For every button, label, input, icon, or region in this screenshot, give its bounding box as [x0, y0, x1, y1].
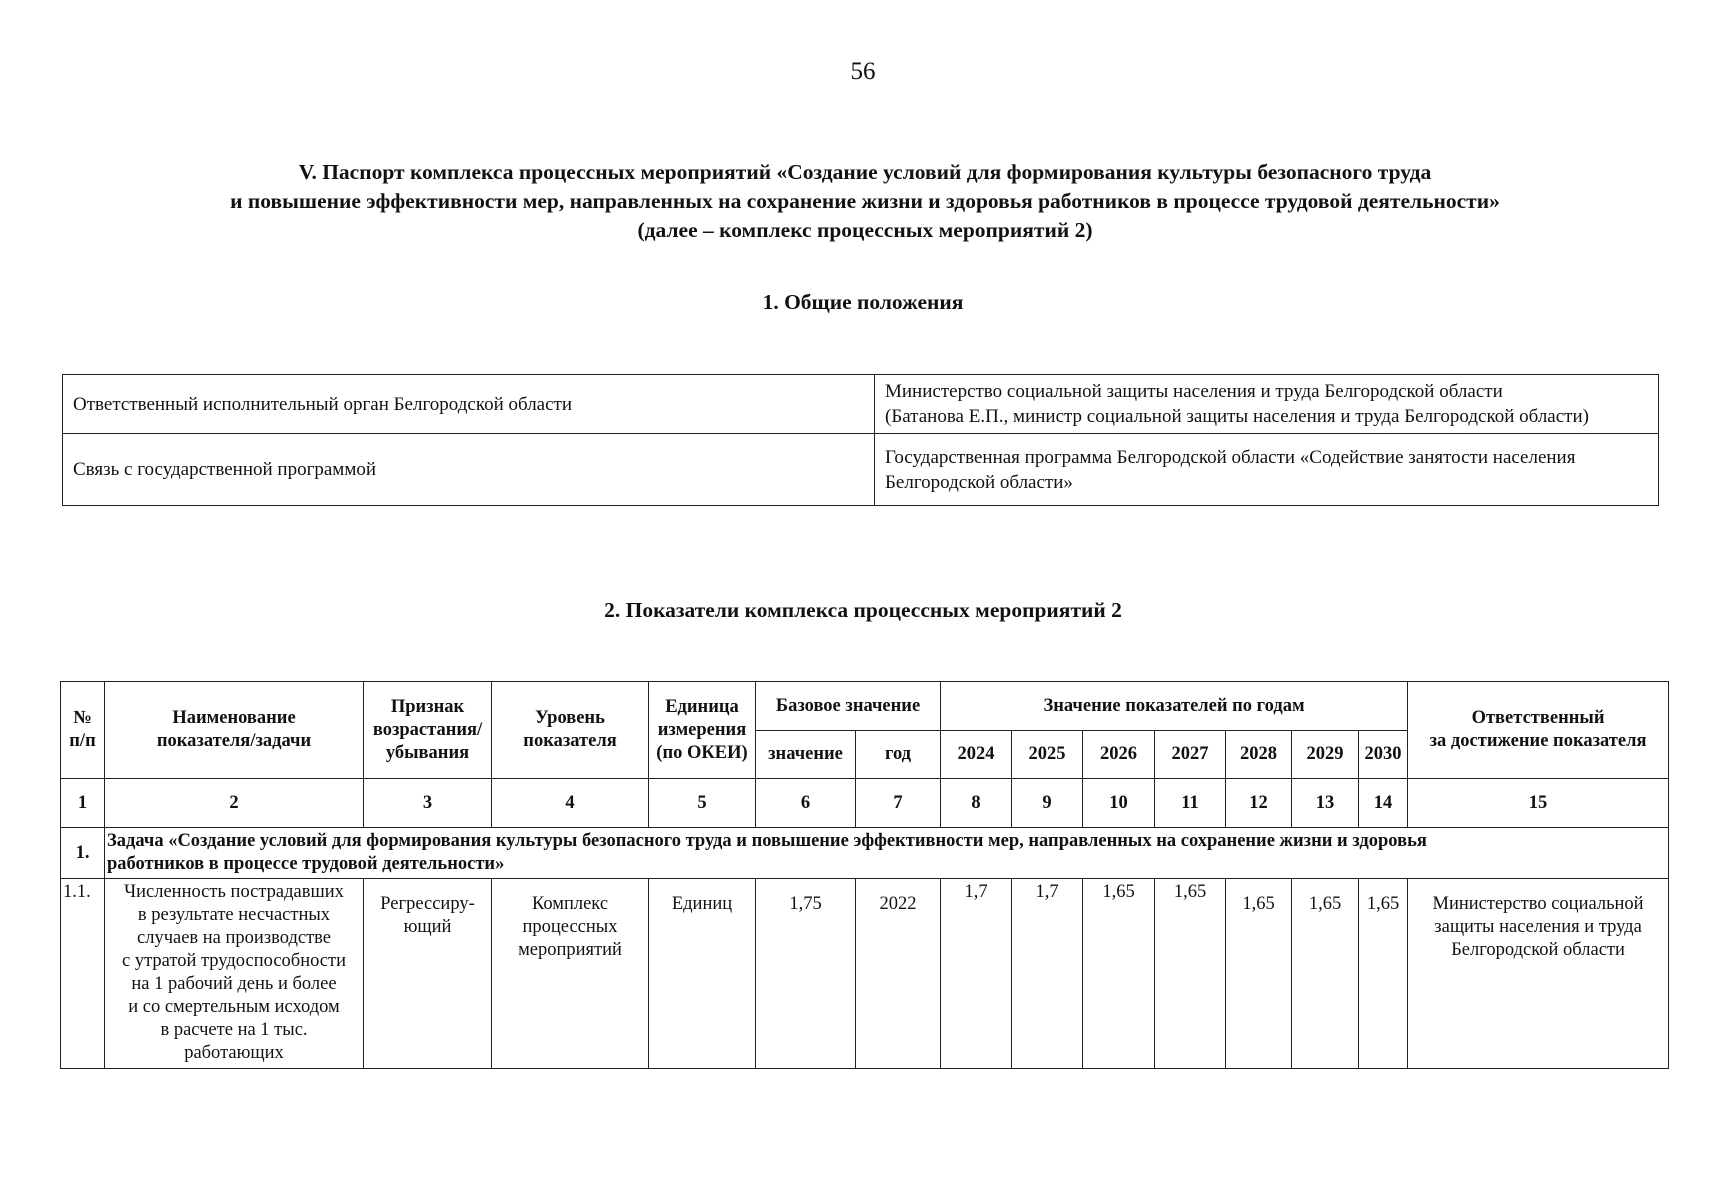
column-numbers-row: [61, 779, 1669, 828]
header-text: Единица: [665, 696, 739, 717]
header-year: 2025: [1012, 731, 1083, 779]
indicator-value-2029: 1,65: [1292, 879, 1359, 1069]
header-num: [61, 682, 105, 779]
column-number: 13: [1292, 779, 1359, 828]
header-base: Базовое значение: [756, 682, 941, 731]
column-number: 3: [364, 779, 492, 828]
document-title: [110, 158, 1620, 245]
name-line: и со смертельным исходом: [128, 997, 340, 1017]
indicator-value-2025: 1,7: [1012, 879, 1083, 1069]
value-line: Министерство социальной защиты населения и труда Белгородской области: [885, 381, 1503, 402]
header-base-year: год: [856, 731, 941, 779]
header-base-value: значение: [756, 731, 856, 779]
header-text: п/п: [69, 731, 96, 751]
header-text: (по ОКЕИ): [656, 742, 748, 763]
section-1-heading: 1. Общие положения: [762, 290, 964, 314]
task-row: [61, 828, 1669, 879]
task-text-line: работников в процессе трудовой деятельности»: [107, 854, 505, 874]
name-line: работающих: [184, 1043, 284, 1063]
value-line: Государственная программа Белгородской области «Содействие занятости населения: [885, 446, 1576, 468]
header-level: [492, 682, 649, 779]
name-line: Численность пострадавших: [124, 882, 344, 902]
header-year: 2029: [1292, 731, 1359, 779]
title-line-1: V. Паспорт комплекса процессных мероприятий «Создание условий для формирования культуры безопасного труда: [298, 160, 1432, 184]
indicator-unit: Единиц: [649, 879, 756, 1069]
table-row: [63, 434, 1659, 506]
level-line: мероприятий: [518, 940, 622, 960]
header-text: Уровень: [535, 708, 605, 728]
header-row-1: [61, 682, 1669, 731]
header-name: [105, 682, 364, 779]
indicator-value-2024: 1,7: [941, 879, 1012, 1069]
header-year: 2030: [1359, 731, 1408, 779]
column-number: 4: [492, 779, 649, 828]
value-line: (Батанова Е.П., министр социальной защиты населения и труда Белгородской области): [885, 406, 1589, 427]
column-number: 7: [856, 779, 941, 828]
indicator-value-2030: 1,65: [1359, 879, 1408, 1069]
indicator-base-year: 2022: [856, 879, 941, 1069]
table-row: [61, 879, 1669, 1069]
column-number: 2: [105, 779, 364, 828]
indicator-value-2028: 1,65: [1226, 879, 1292, 1069]
name-line: в результате несчастных: [137, 905, 331, 925]
column-number: 15: [1408, 779, 1669, 828]
value-line: Белгородской области»: [885, 471, 1073, 493]
task-number: 1.: [61, 828, 105, 879]
column-number: 6: [756, 779, 856, 828]
header-years-title: Значение показателей по годам: [941, 682, 1408, 731]
header-year: 2028: [1226, 731, 1292, 779]
name-line: случаев на производстве: [137, 928, 331, 948]
section-2-heading: 2. Показатели комплекса процессных мероприятий 2: [604, 598, 1122, 622]
header-text: показателя/задачи: [156, 731, 312, 751]
indicator-value-2027: 1,65: [1155, 879, 1226, 1069]
responsible-body-label: Ответственный исполнительный орган Белгородской области: [63, 375, 875, 434]
responsible-line: Белгородской области: [1451, 940, 1625, 960]
header-text: Ответственный: [1471, 708, 1605, 728]
title-line-2: и повышение эффективности мер, направленных на сохранение жизни и здоровья работников в процессе трудовой деятельности»: [230, 189, 1500, 213]
indicator-sign: [364, 879, 492, 1069]
header-text: Наименование: [172, 708, 296, 728]
column-number: 8: [941, 779, 1012, 828]
indicator-base-value: 1,75: [756, 879, 856, 1069]
indicator-name: [105, 879, 364, 1069]
task-text: [105, 828, 1669, 879]
header-text: №: [73, 708, 92, 728]
column-number: 1: [61, 779, 105, 828]
sign-line: Регрессиру-: [380, 894, 475, 914]
header-text: Признак: [390, 696, 465, 717]
column-number: 11: [1155, 779, 1226, 828]
responsible-line: защиты населения и труда: [1434, 917, 1642, 937]
level-line: Комплекс: [531, 894, 609, 914]
indicator-number: 1.1.: [61, 879, 105, 1069]
column-number: 9: [1012, 779, 1083, 828]
general-provisions-table: [62, 374, 1659, 506]
header-sign: [364, 682, 492, 779]
column-number: 10: [1083, 779, 1155, 828]
name-line: с утратой трудоспособности: [121, 951, 347, 971]
header-text: показателя: [523, 731, 617, 751]
header-year: 2026: [1083, 731, 1155, 779]
header-year: 2024: [941, 731, 1012, 779]
sign-line: ющий: [403, 917, 452, 937]
header-text: убывания: [385, 742, 470, 763]
page-number: 56: [850, 58, 876, 85]
header-text: возрастания/: [372, 719, 483, 740]
column-number: 12: [1226, 779, 1292, 828]
program-link-label: Связь с государственной программой: [63, 434, 875, 506]
table-row: [63, 375, 1659, 434]
header-unit: [649, 682, 756, 779]
header-year: 2027: [1155, 731, 1226, 779]
indicator-responsible: [1408, 879, 1669, 1069]
header-responsible: [1408, 682, 1669, 779]
header-text: за достижение показателя: [1429, 731, 1647, 751]
column-number: 5: [649, 779, 756, 828]
responsible-line: Министерство социальной: [1432, 894, 1644, 914]
title-line-3: (далее – комплекс процессных мероприятий 2): [637, 218, 1093, 242]
name-line: на 1 рабочий день и более: [131, 974, 337, 994]
column-number: 14: [1359, 779, 1408, 828]
header-text: измерения: [657, 719, 747, 740]
program-link-value: [875, 434, 1659, 506]
name-line: в расчете на 1 тыс.: [160, 1020, 308, 1040]
indicator-value-2026: 1,65: [1083, 879, 1155, 1069]
level-line: процессных: [522, 917, 618, 937]
indicators-table: [60, 681, 1669, 1069]
responsible-body-value: [875, 375, 1659, 434]
indicator-level: [492, 879, 649, 1069]
task-text-line: Задача «Создание условий для формирования культуры безопасного труда и повышение эффективности мер, направленных на сохранение жизни и здоровья: [107, 831, 1427, 851]
